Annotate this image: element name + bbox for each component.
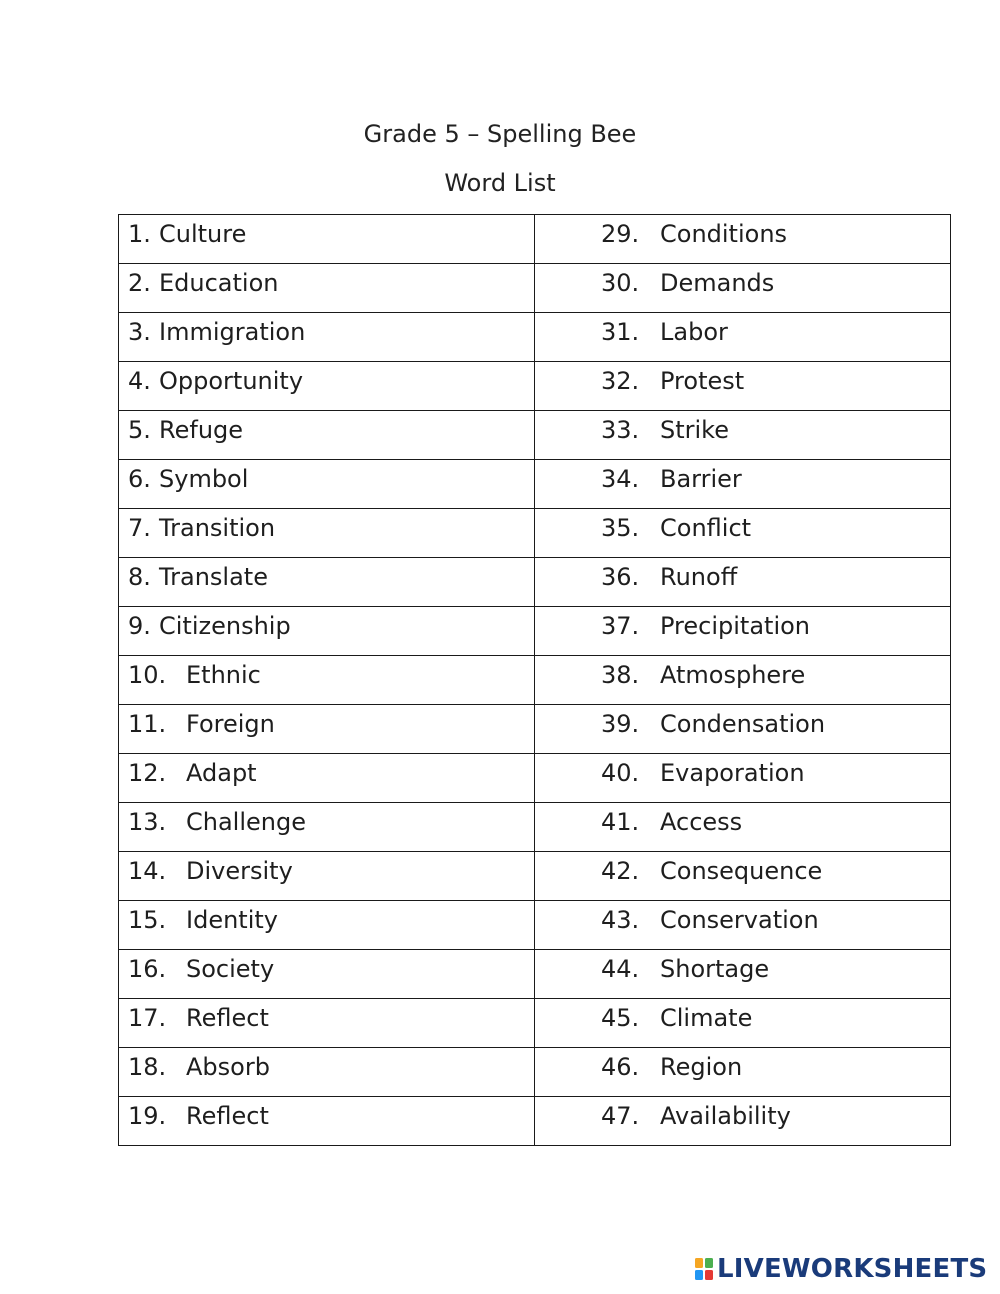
word-number: 10.	[128, 661, 167, 689]
word-cell-left	[119, 313, 535, 362]
word-number: 41.	[601, 808, 640, 836]
word-text: Translate	[159, 563, 268, 591]
word-text: Shortage	[660, 955, 770, 983]
word-list-body	[119, 215, 951, 1146]
table-row	[119, 264, 951, 313]
word-text: Opportunity	[159, 367, 304, 395]
word-text: Atmosphere	[660, 661, 806, 689]
word-cell-right	[535, 999, 951, 1048]
word-cell-right	[535, 1048, 951, 1097]
word-number: 11.	[128, 710, 167, 738]
word-number: 5.	[128, 416, 151, 444]
word-text: Society	[186, 955, 275, 983]
word-cell-right	[535, 754, 951, 803]
table-row	[119, 558, 951, 607]
word-text: Condensation	[660, 710, 826, 738]
word-number: 40.	[601, 759, 640, 787]
table-row	[119, 509, 951, 558]
table-row	[119, 411, 951, 460]
word-cell-right	[535, 803, 951, 852]
word-cell-right	[535, 607, 951, 656]
word-number: 6.	[128, 465, 151, 493]
word-text: Conservation	[660, 906, 819, 934]
table-row	[119, 656, 951, 705]
logo-text: LIVEWORKSHEETS	[717, 1254, 988, 1284]
word-list-table	[118, 214, 951, 1146]
word-cell-right	[535, 362, 951, 411]
word-cell-left	[119, 411, 535, 460]
liveworksheets-logo-icon	[694, 1257, 714, 1281]
word-number: 2.	[128, 269, 151, 297]
word-text: Runoff	[660, 563, 738, 591]
word-text: Symbol	[159, 465, 249, 493]
table-row	[119, 313, 951, 362]
word-cell-left	[119, 754, 535, 803]
word-cell-right	[535, 1097, 951, 1146]
page-title: Grade 5 – Spelling Bee	[363, 120, 637, 148]
table-row	[119, 362, 951, 411]
word-text: Culture	[159, 220, 247, 248]
word-cell-left	[119, 215, 535, 264]
word-cell-left	[119, 705, 535, 754]
word-cell-right	[535, 313, 951, 362]
word-number: 43.	[601, 906, 640, 934]
table-row	[119, 999, 951, 1048]
word-cell-right	[535, 656, 951, 705]
table-row	[119, 1048, 951, 1097]
word-number: 47.	[601, 1102, 640, 1130]
word-cell-left	[119, 656, 535, 705]
word-number: 15.	[128, 906, 167, 934]
word-text: Evaporation	[660, 759, 805, 787]
word-text: Immigration	[159, 318, 306, 346]
liveworksheets-logo	[694, 1256, 987, 1282]
word-number: 7.	[128, 514, 151, 542]
word-text: Challenge	[186, 808, 306, 836]
word-number: 17.	[128, 1004, 167, 1032]
word-text: Region	[660, 1053, 743, 1081]
word-text: Climate	[660, 1004, 753, 1032]
word-number: 13.	[128, 808, 167, 836]
word-number: 37.	[601, 612, 640, 640]
word-number: 18.	[128, 1053, 167, 1081]
word-number: 33.	[601, 416, 640, 444]
table-row	[119, 901, 951, 950]
word-text: Conflict	[660, 514, 752, 542]
word-cell-right	[535, 411, 951, 460]
word-cell-left	[119, 509, 535, 558]
word-text: Demands	[660, 269, 775, 297]
word-text: Protest	[660, 367, 745, 395]
word-cell-right	[535, 460, 951, 509]
word-text: Strike	[660, 416, 729, 444]
word-number: 38.	[601, 661, 640, 689]
word-number: 30.	[601, 269, 640, 297]
word-cell-right	[535, 215, 951, 264]
word-number: 3.	[128, 318, 151, 346]
word-cell-right	[535, 901, 951, 950]
word-text: Education	[159, 269, 279, 297]
word-number: 14.	[128, 857, 167, 885]
word-number: 29.	[601, 220, 640, 248]
table-row	[119, 803, 951, 852]
word-cell-right	[535, 852, 951, 901]
word-text: Reflect	[186, 1102, 269, 1130]
word-number: 32.	[601, 367, 640, 395]
word-cell-left	[119, 950, 535, 999]
word-text: Citizenship	[159, 612, 291, 640]
word-cell-right	[535, 705, 951, 754]
word-text: Transition	[159, 514, 276, 542]
page-subtitle: Word List	[444, 169, 556, 197]
word-cell-left	[119, 852, 535, 901]
word-text: Access	[660, 808, 743, 836]
table-row	[119, 460, 951, 509]
table-row	[119, 950, 951, 999]
word-text: Absorb	[186, 1053, 270, 1081]
table-row	[119, 607, 951, 656]
word-text: Identity	[186, 906, 278, 934]
word-cell-left	[119, 1048, 535, 1097]
word-number: 12.	[128, 759, 167, 787]
word-number: 34.	[601, 465, 640, 493]
word-cell-left	[119, 264, 535, 313]
word-text: Barrier	[660, 465, 742, 493]
word-cell-right	[535, 264, 951, 313]
word-number: 39.	[601, 710, 640, 738]
word-number: 19.	[128, 1102, 167, 1130]
word-number: 31.	[601, 318, 640, 346]
word-number: 36.	[601, 563, 640, 591]
word-text: Ethnic	[186, 661, 261, 689]
table-row	[119, 1097, 951, 1146]
word-number: 42.	[601, 857, 640, 885]
word-cell-right	[535, 950, 951, 999]
table-row	[119, 852, 951, 901]
table-row	[119, 754, 951, 803]
word-cell-left	[119, 803, 535, 852]
word-text: Reflect	[186, 1004, 269, 1032]
word-text: Refuge	[159, 416, 244, 444]
word-number: 1.	[128, 220, 151, 248]
word-text: Availability	[660, 1102, 791, 1130]
word-cell-left	[119, 901, 535, 950]
word-number: 4.	[128, 367, 151, 395]
word-text: Conditions	[660, 220, 788, 248]
word-text: Consequence	[660, 857, 823, 885]
word-cell-right	[535, 509, 951, 558]
word-text: Foreign	[186, 710, 275, 738]
word-text: Precipitation	[660, 612, 811, 640]
word-cell-left	[119, 362, 535, 411]
word-number: 16.	[128, 955, 167, 983]
word-cell-left	[119, 999, 535, 1048]
word-number: 44.	[601, 955, 640, 983]
word-number: 9.	[128, 612, 151, 640]
word-cell-left	[119, 558, 535, 607]
word-number: 45.	[601, 1004, 640, 1032]
word-cell-left	[119, 1097, 535, 1146]
word-cell-left	[119, 460, 535, 509]
table-row	[119, 215, 951, 264]
word-number: 35.	[601, 514, 640, 542]
word-number: 46.	[601, 1053, 640, 1081]
word-cell-right	[535, 558, 951, 607]
word-cell-left	[119, 607, 535, 656]
word-number: 8.	[128, 563, 151, 591]
table-row	[119, 705, 951, 754]
word-text: Diversity	[186, 857, 293, 885]
word-text: Labor	[660, 318, 728, 346]
word-text: Adapt	[186, 759, 257, 787]
